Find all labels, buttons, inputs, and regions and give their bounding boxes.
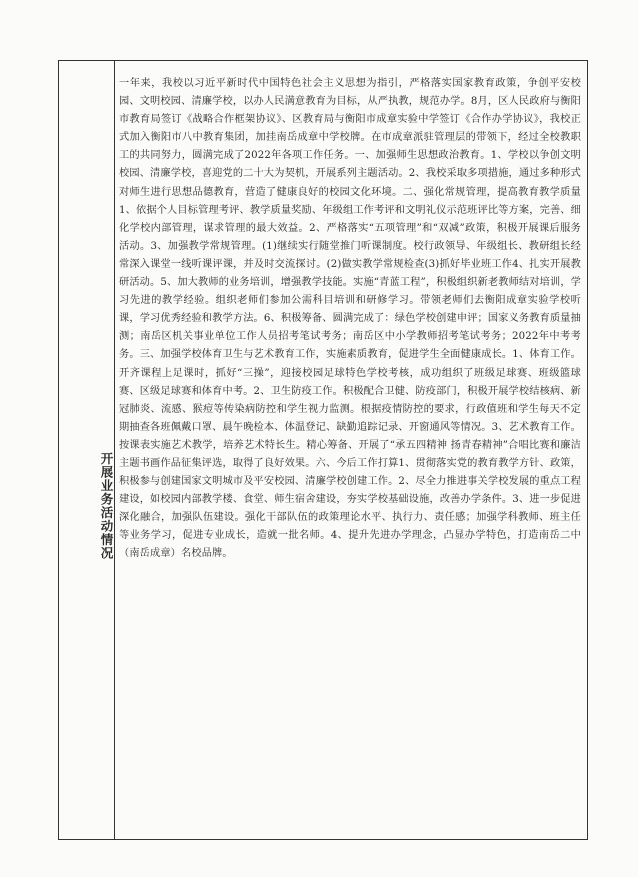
activity-description: 一年来，我校以习近平新时代中国特色社会主义思想为指引，严格落实国家教育政策，争创平安校园、文明校园、清廉学校，以办人民满意教育为目标，从严执教，规范办学。8月，区人民政府与衡阳市教育局签订《战略合作框架协议》、区教育局与衡阳市成章实验中学签订《合作办学协议》，我校正式加入衡阳市八中教育集团，加挂南岳成章中学校牌。在市成章派驻管理层的带领下，经过全校教职工的共同努力，圆满完成了2022年各项工作任务。一、加强师生思想政治教育。1、学校以争创文明校园、清廉学校，喜迎党的二十大为契机，开展系列主题活动。2、我校采取多项措施，通过多种形式对师生进行思想品德教育，营造了健康良好的校园文化环境。二、强化常规管理，提高教育教学质量1、依据个人目标管理考评、教学质量奖励、年级组工作考评和文明礼仪示范班评比等方案，完善、细化学校内部管理，谋求管理的最大效益。2、严格落实“五项管理”和“双减”政策，积极开展课后服务活动。3、加强教学常规管理。(1)继续实行随堂推门听课制度。校行政领导、年级组长、教研组长经常深入课堂一线听课评课，并及时交流探讨。(2)做实教学常规检查(3)抓好毕业班工作4、扎实开展教研活动。5、加大教师的业务培训，增强教学技能。实施“青蓝工程”，积极组织新老教师结对培训，学习先进的教学经验。组织老师们参加公需科目培训和研修学习。带领老师们去衡阳成章实验学校听课，学习优秀经验和教学方法。6、积极筹备、圆满完成了：绿色学校创建申评；国家义务教育质量抽测；南岳区机关事业单位工作人员招考笔试考务；南岳区中小学教师招考笔试考务；2022年中考考务。三、加强学校体育卫生与艺术教育工作，实施素质教育，促进学生全面健康成长。1、体育工作。开齐课程上足课时，抓好“三操”，迎接校园足球特色学校考核，成功组织了班级足球赛、班级篮球赛、区级足球赛和体育中考。2、卫生防疫工作。积极配合卫健、防疫部门，积极开展学校结核病、新冠肺炎、流感、猴痘等传染病防控和学生视力监测。根据疫情防控的要求，行政值班和学生每天不定期抽查各班佩戴口罩、晨午晚检本、体温登记、缺勤追踪记录、开窗通风等情况。3、艺术教育工作。按课表实施艺术教学，培养艺术特长生。精心筹备、开展了“承五四精神 扬青春精神”合唱比赛和廉洁主题书画作品征集评选，取得了良好效果。六、今后工作打算1、贯彻落实党的教育教学方针、政策，积极参与创建国家文明城市及平安校园、清廉学校创建工作。2、尽全力推进事关学校发展的重点工程建设，如校园内部教学楼、食堂、师生宿舍建设，夯实学校基础设施，改善办学条件。3、进一步促进深化融合，加强队伍建设。强化干部队伍的政策理论水平、执行力、责任感；加强学科教师、班主任等业务学习，促进专业成长，造就一批名师。4、提升先进办学理念，凸显办学特色，打造南岳二中（南岳成章）名校品牌。 [119, 78, 581, 560]
section-label: 开展业务活动情况 [99, 452, 114, 560]
activity-report-table [58, 60, 588, 840]
label-column [59, 61, 115, 839]
